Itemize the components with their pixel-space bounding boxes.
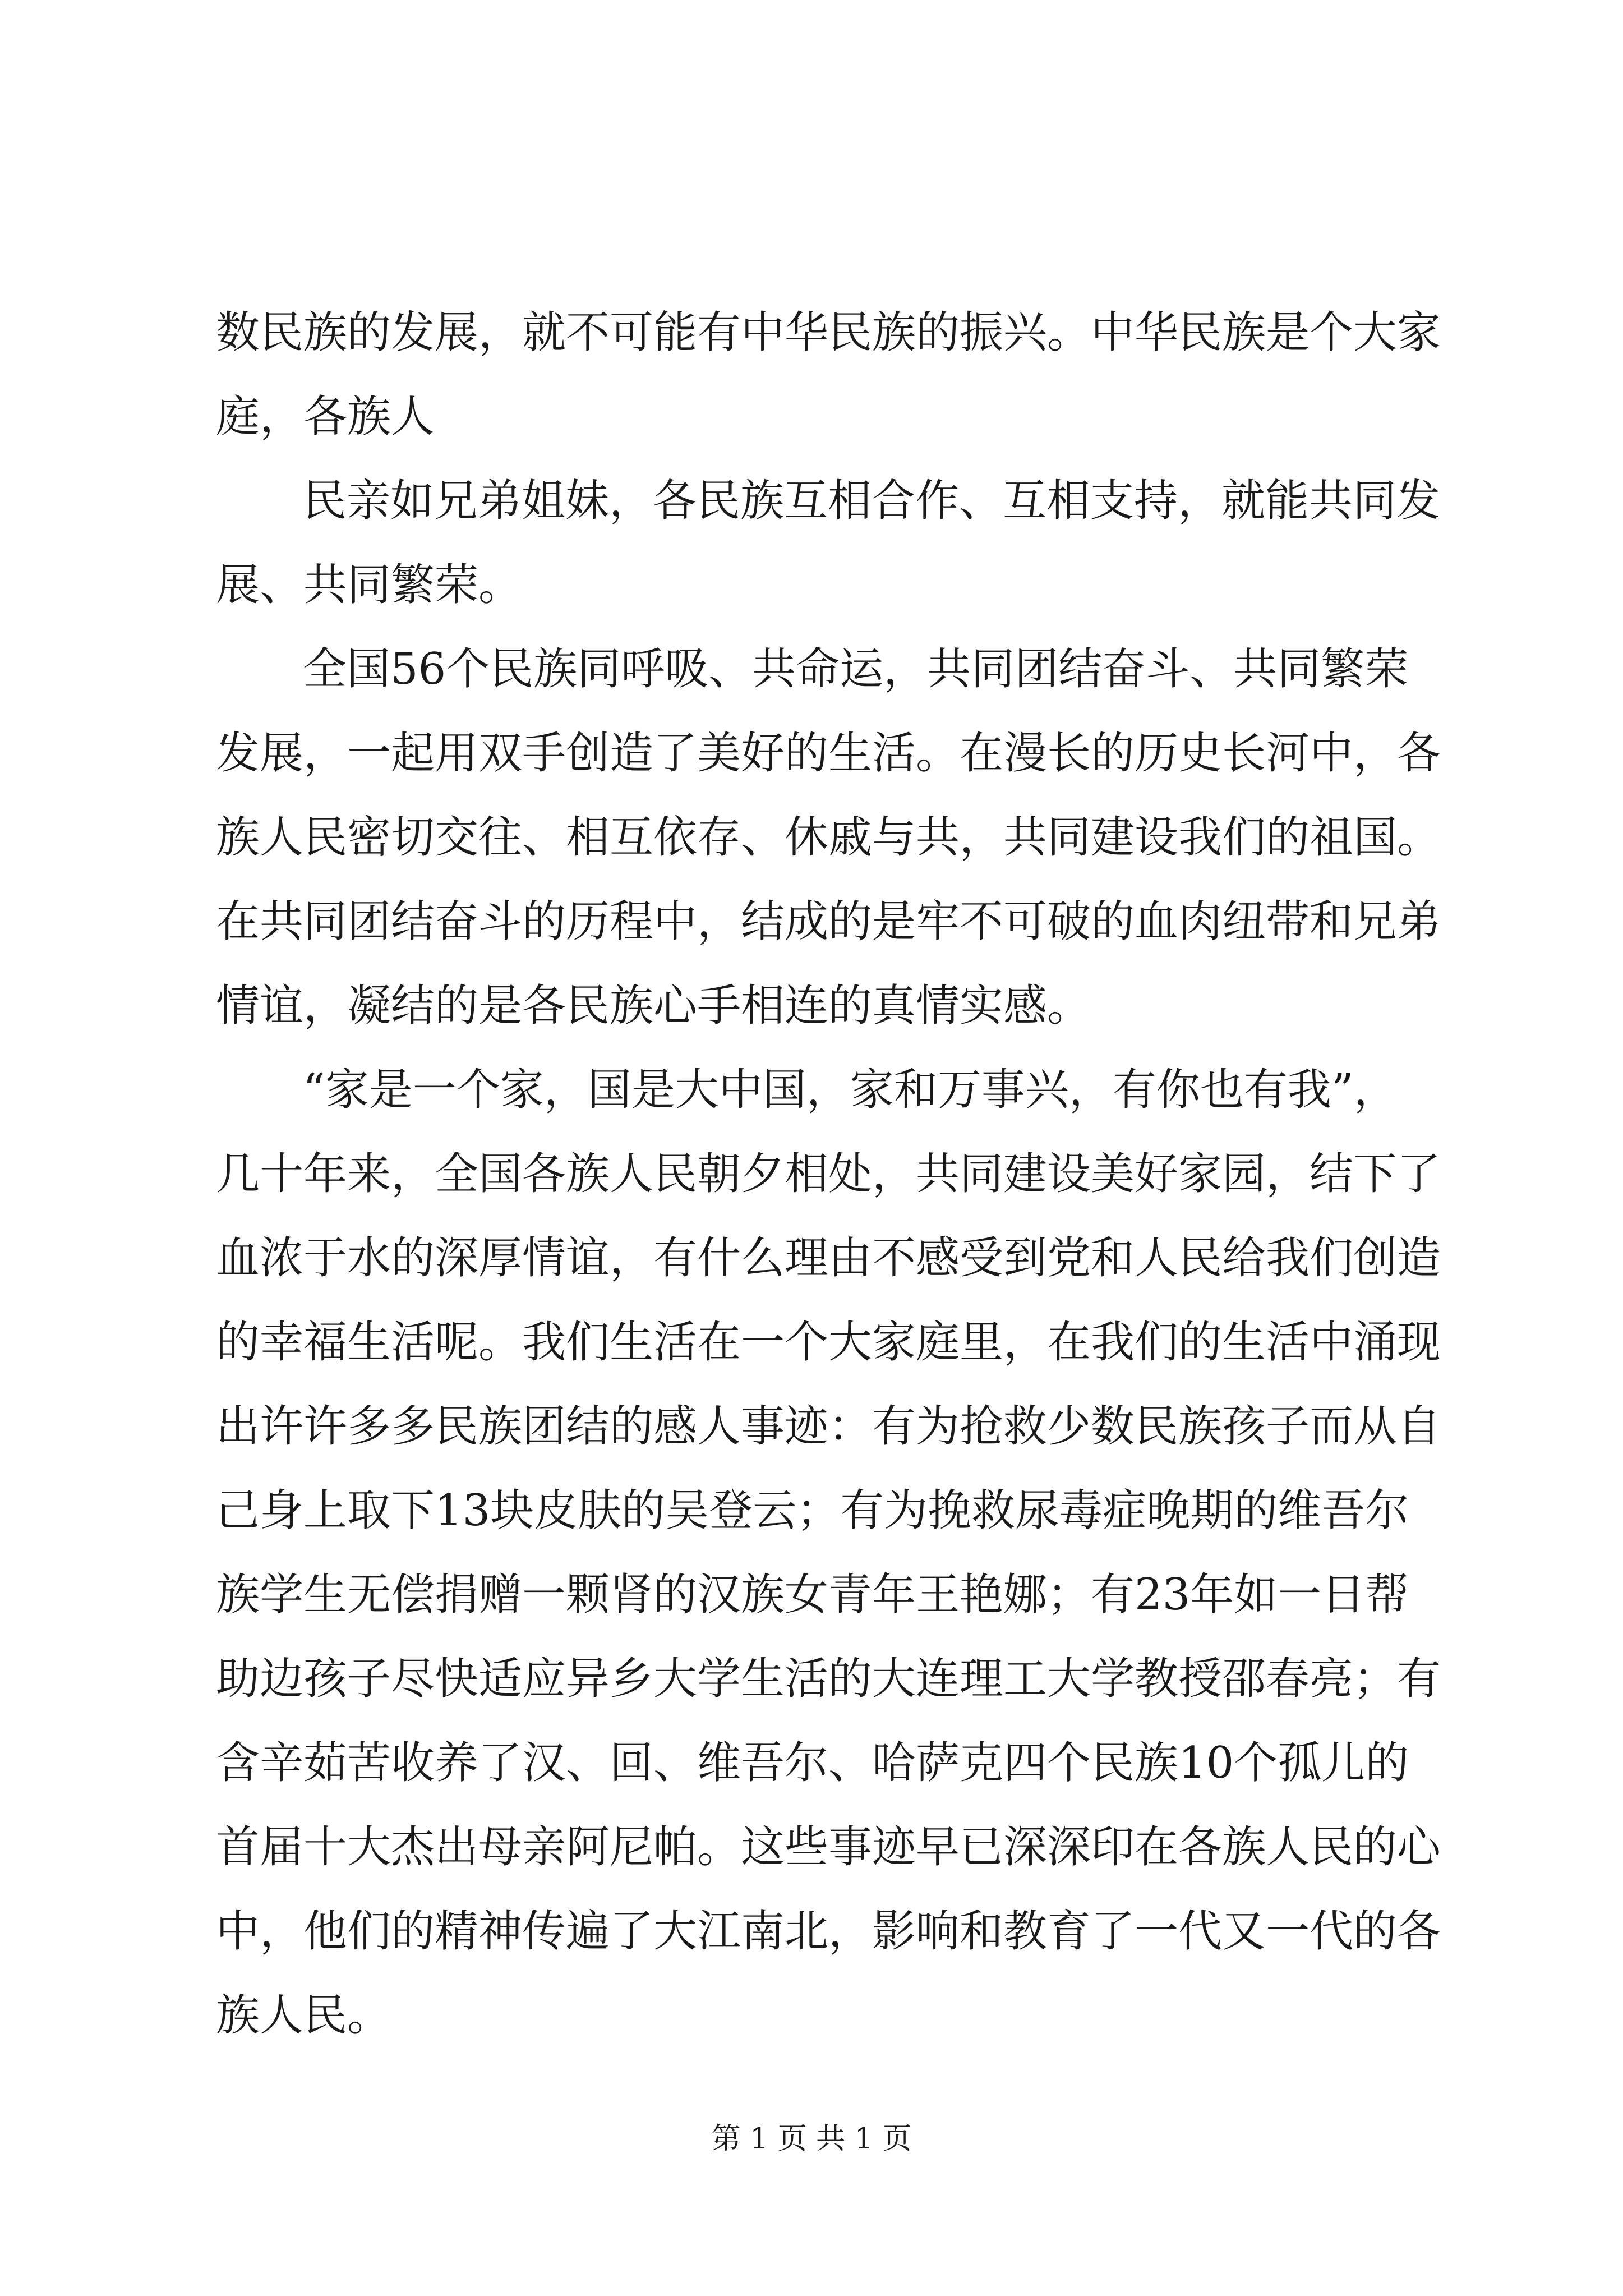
text-line: 几十年来，全国各族人民朝夕相处，共同建设美好家园，结下了	[216, 1149, 1441, 1199]
text-line: 族学生无偿捐赠一颗肾的汉族女青年王艳娜；有23年如一日帮	[216, 1570, 1409, 1620]
text-line: 在共同团结奋斗的历程中，结成的是牢不可破的血肉纽带和兄弟	[216, 896, 1441, 947]
text-line: 首届十大杰出母亲阿尼帕。这些事迹早已深深印在各族人民的心	[216, 1822, 1441, 1872]
text-line: 数民族的发展，就不可能有中华民族的振兴。中华民族是个大家	[216, 307, 1441, 358]
paragraph-start-line: “家是一个家，国是大中国，家和万事兴，有你也有我”，	[303, 1065, 1398, 1115]
text-line: 庭，各族人	[216, 392, 435, 442]
paragraph-start-line: 民亲如兄弟姐妹，各民族互相合作、互相支持，就能共同发	[303, 476, 1441, 526]
text-line: 族人民密切交往、相互依存、休戚与共，共同建设我们的祖国。	[216, 812, 1441, 863]
text-line: 己身上取下13块皮肤的吴登云；有为挽救尿毒症晚期的维吾尔	[216, 1485, 1409, 1536]
text-line: 出许许多多民族团结的感人事迹：有为抢救少数民族孩子而从自	[216, 1401, 1441, 1452]
text-line: 发展，一起用双手创造了美好的生活。在漫长的历史长河中，各	[216, 728, 1441, 779]
paragraph-start-line: 全国56个民族同呼吸、共命运，共同团结奋斗、共同繁荣	[303, 644, 1409, 694]
text-line: 族人民。	[216, 1990, 391, 2041]
text-line: 展、共同繁荣。	[216, 560, 523, 610]
text-line: 的幸福生活呢。我们生活在一个大家庭里，在我们的生活中涌现	[216, 1317, 1441, 1368]
page-footer: 第 1 页 共 1 页	[711, 2122, 912, 2156]
text-line: 血浓于水的深厚情谊，有什么理由不感受到党和人民给我们创造	[216, 1233, 1441, 1283]
text-line: 助边孩子尽快适应异乡大学生活的大连理工大学教授邵春亮；有	[216, 1654, 1441, 1704]
text-line: 情谊，凝结的是各民族心手相连的真情实感。	[216, 981, 1091, 1031]
text-line: 含辛茹苦收养了汉、回、维吾尔、哈萨克四个民族10个孤儿的	[216, 1738, 1409, 1788]
text-line: 中，他们的精神传遍了大江南北，影响和教育了一代又一代的各	[216, 1906, 1441, 1957]
